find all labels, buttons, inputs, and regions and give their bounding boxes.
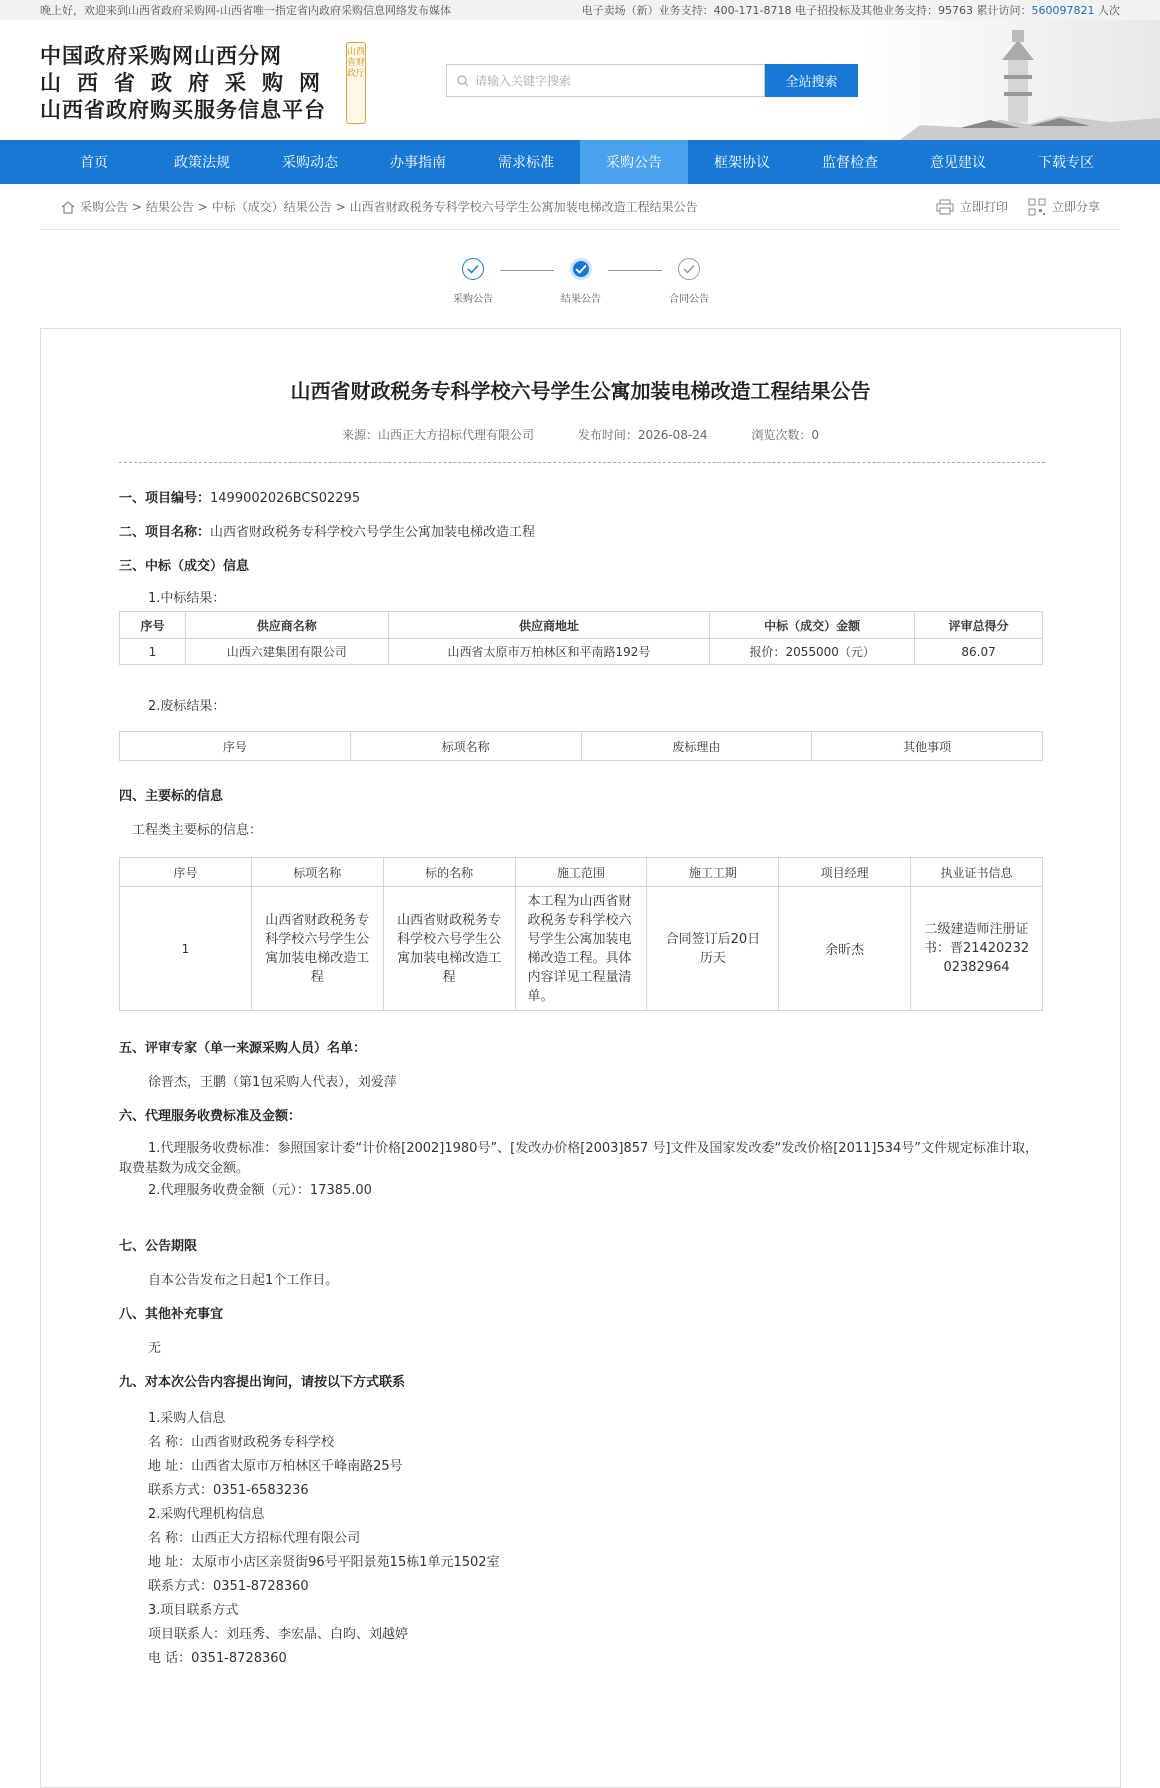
qr-code-icon xyxy=(1028,198,1046,216)
engineering-table xyxy=(119,857,1043,1011)
table-row: 1 山西省财政税务专科学校六号学生公寓加装电梯改造工程 山西省财政税务专科学校六号学生公寓加装电梯改造工程 本工程为山西省财政税务专科学校六号学生公寓加装电梯改造工程。具体内容详见工程量清单。 合同签订后20日历天 余昕杰 二级建造师注册证书：晋2142023202382964 xyxy=(120,887,1043,1011)
main-nav xyxy=(0,140,1160,184)
progress-steps xyxy=(0,230,1160,326)
printer-icon xyxy=(936,199,954,215)
step-result[interactable]: 结果公告 xyxy=(551,258,611,305)
contact-line: 名 称：山西省财政税务专科学校 xyxy=(148,1435,335,1450)
nav-item-guide[interactable]: 办事指南 xyxy=(390,155,446,171)
article-meta xyxy=(41,426,1120,443)
project-number: 一、项目编号：1499002026BCS02295 xyxy=(119,491,361,506)
section-heading: 七、公告期限 xyxy=(119,1239,198,1254)
failed-bid-table xyxy=(119,731,1043,761)
check-circle-icon xyxy=(462,258,484,280)
print-button[interactable]: 立即打印 xyxy=(936,198,1008,215)
contact-line: 联系方式：0351-8728360 xyxy=(148,1579,309,1594)
breadcrumb-item[interactable]: 中标（成交）结果公告 > xyxy=(211,200,346,214)
project-name: 二、项目名称：山西省财政税务专科学校六号学生公寓加装电梯改造工程 xyxy=(119,525,536,540)
table-header-row: 序号 标项名称 废标理由 其他事项 xyxy=(120,732,1043,761)
seal-stamp: 山西省财政厅 xyxy=(346,42,366,124)
experts-list: 徐晋杰，王鹏（第1包采购人代表），刘爱萍 xyxy=(148,1075,397,1090)
search-input[interactable]: 请输入关键字搜索 xyxy=(446,64,765,97)
step-contract[interactable]: 合同公告 xyxy=(659,258,719,305)
visit-count: 560097821 xyxy=(1031,4,1095,17)
breadcrumb-bar xyxy=(40,184,1120,230)
nav-item-downloads[interactable]: 下载专区 xyxy=(1038,155,1094,171)
article-date: 发布时间：2026-08-24 xyxy=(577,428,708,442)
section-heading: 五、评审专家（单一来源采购人员）名单： xyxy=(119,1041,367,1056)
breadcrumb-current: 山西省财政税务专科学校六号学生公寓加装电梯改造工程结果公告 xyxy=(349,200,698,214)
welcome-text: 晚上好，欢迎来到山西省政府采购网-山西省唯一指定省内政府采购信息网络发布媒体 xyxy=(40,4,451,17)
header xyxy=(0,20,1160,140)
contact-line: 地 址：山西省太原市万柏林区千峰南路25号 xyxy=(148,1459,403,1474)
article-source: 来源：山西正大方招标代理有限公司 xyxy=(341,428,534,442)
contact-line: 名 称：山西正大方招标代理有限公司 xyxy=(148,1531,361,1546)
nav-item-supervision[interactable]: 监督检查 xyxy=(822,155,878,171)
subheading: 工程类主要标的信息： xyxy=(132,823,263,838)
other-matters: 无 xyxy=(148,1341,162,1356)
pagoda-banner-image xyxy=(860,20,1160,140)
table-header-row: 序号 供应商名称 供应商地址 中标（成交）金额 评审总得分 xyxy=(120,612,1043,639)
search-bar xyxy=(446,64,858,97)
table-row: 1 山西六建集团有限公司 山西省太原市万柏林区和平南路192号 报价：2055000（元） 86.07 xyxy=(120,639,1043,665)
share-button[interactable]: 立即分享 xyxy=(1028,198,1100,216)
step-connector xyxy=(500,270,554,271)
article-views: 浏览次数：0 xyxy=(751,428,820,442)
site-logo[interactable]: 中国政府采购网山西分网 山西省政府采购网 山西省政府购买服务信息平台 xyxy=(40,43,336,122)
nav-item-announcements[interactable]: 采购公告 xyxy=(580,140,688,184)
section-heading: 八、其他补充事宜 xyxy=(119,1307,224,1322)
fee-standard: 1.代理服务收费标准：参照国家计委“计价格[2002]1980号”、[发改办价格[2003]857 号]文件及国家发改委“发改价格[2011]534号”文件规定标准计取，取费基数为成交金额。 xyxy=(119,1141,1039,1176)
search-button[interactable]: 全站搜索 xyxy=(765,64,858,97)
nav-item-feedback[interactable]: 意见建议 xyxy=(930,155,986,171)
contact-line: 电 话：0351-8728360 xyxy=(148,1651,287,1666)
check-circle-icon xyxy=(678,258,700,280)
nav-item-home[interactable]: 首页 xyxy=(80,155,108,171)
subheading: 1.中标结果： xyxy=(148,591,226,606)
contact-line: 2.采购代理机构信息 xyxy=(148,1507,265,1522)
notice-period: 自本公告发布之日起1个工作日。 xyxy=(148,1273,339,1288)
nav-item-policy[interactable]: 政策法规 xyxy=(174,155,230,171)
fee-amount: 2.代理服务收费金额（元）：17385.00 xyxy=(148,1183,372,1198)
section-heading: 三、中标（成交）信息 xyxy=(119,559,250,574)
breadcrumb-item[interactable]: 结果公告 > xyxy=(145,200,208,214)
search-icon xyxy=(457,75,469,87)
top-bar xyxy=(0,0,1160,20)
contact-info xyxy=(148,1407,500,1671)
step-connector xyxy=(608,270,662,271)
subheading: 2.废标结果： xyxy=(148,699,226,714)
winning-bid-table xyxy=(119,611,1043,665)
divider xyxy=(119,462,1045,463)
section-heading: 九、对本次公告内容提出询问，请按以下方式联系 xyxy=(119,1375,406,1390)
contact-line: 1.采购人信息 xyxy=(148,1411,226,1426)
check-circle-icon xyxy=(570,258,592,280)
section-heading: 六、代理服务收费标准及金额： xyxy=(119,1109,302,1124)
contact-line: 联系方式：0351-6583236 xyxy=(148,1483,309,1498)
nav-item-news[interactable]: 采购动态 xyxy=(282,155,338,171)
page-actions xyxy=(916,198,1120,216)
section-heading: 四、主要标的信息 xyxy=(119,789,224,804)
step-procurement[interactable]: 采购公告 xyxy=(443,258,503,305)
nav-item-standards[interactable]: 需求标准 xyxy=(498,155,554,171)
home-icon[interactable] xyxy=(60,200,76,214)
contact-line: 3.项目联系方式 xyxy=(148,1603,239,1618)
nav-item-framework[interactable]: 框架协议 xyxy=(714,155,770,171)
breadcrumb xyxy=(60,198,702,215)
contact-line: 地 址：太原市小店区亲贤街96号平阳景苑15栋1单元1502室 xyxy=(148,1555,500,1570)
contact-line: 项目联系人：刘珏秀、李宏晶、白昀、刘越婷 xyxy=(148,1627,409,1642)
breadcrumb-item[interactable]: 采购公告 > xyxy=(80,200,142,214)
article-card xyxy=(40,328,1121,1788)
support-info: 电子卖场（新）业务支持：400-171-8718 电子招投标及其他业务支持：95763 累计访问：560097821 人次 xyxy=(581,4,1120,17)
article-title: 山西省财政税务专科学校六号学生公寓加装电梯改造工程结果公告 xyxy=(290,379,871,403)
table-header-row: 序号 标项名称 标的名称 施工范围 施工工期 项目经理 执业证书信息 xyxy=(120,858,1043,887)
